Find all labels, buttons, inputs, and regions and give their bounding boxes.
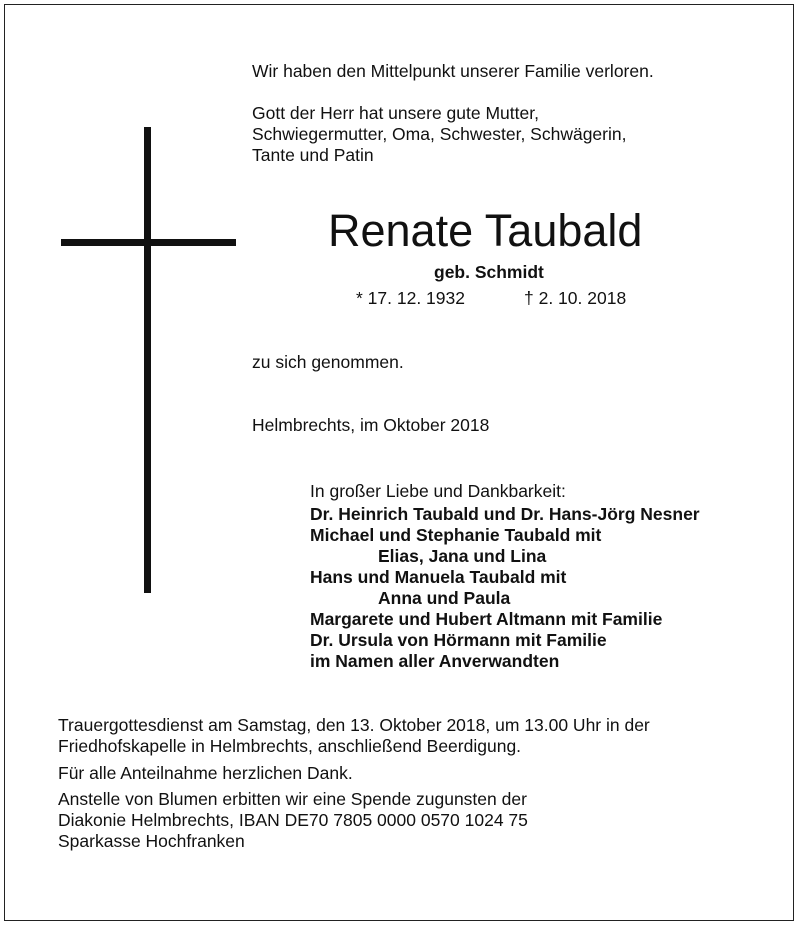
deceased-name: Renate Taubald: [328, 205, 643, 256]
intro-line-3: Schwiegermutter, Oma, Schwester, Schwägerin,: [252, 124, 627, 144]
mourner-line: Michael und Stephanie Taubald mit: [310, 525, 602, 545]
mourner-line: Elias, Jana und Lina: [378, 546, 547, 566]
mourners-heading: In großer Liebe und Dankbarkeit:: [310, 481, 566, 501]
donation-line-2: Diakonie Helmbrechts, IBAN DE70 7805 0000 0570 1024 75: [58, 810, 528, 830]
thanks-line: Für alle Anteilnahme herzlichen Dank.: [58, 763, 353, 783]
mourner-line: Hans und Manuela Taubald mit: [310, 567, 567, 587]
death-date: † 2. 10. 2018: [524, 288, 627, 308]
donation-line-3: Sparkasse Hochfranken: [58, 831, 245, 851]
place-date: Helmbrechts, im Oktober 2018: [252, 415, 490, 435]
mourner-line: im Namen aller Anverwandten: [310, 651, 560, 671]
intro-line-2: Gott der Herr hat unsere gute Mutter,: [252, 103, 539, 123]
service-line-1: Trauergottesdienst am Samstag, den 13. Oktober 2018, um 13.00 Uhr in der: [58, 715, 650, 735]
service-line-2: Friedhofskapelle in Helmbrechts, anschließend Beerdigung.: [58, 736, 522, 756]
birth-name: geb. Schmidt: [434, 262, 544, 282]
mourner-line: Anna und Paula: [378, 588, 511, 608]
mourner-line: Dr. Ursula von Hörmann mit Familie: [310, 630, 607, 650]
mourner-line: Margarete und Hubert Altmann mit Familie: [310, 609, 663, 629]
donation-line-1: Anstelle von Blumen erbitten wir eine Spende zugunsten der: [58, 789, 527, 809]
mourner-line: Dr. Heinrich Taubald und Dr. Hans-Jörg Nesner: [310, 504, 700, 524]
taken-text: zu sich genommen.: [252, 352, 404, 372]
cross-horizontal-bar: [61, 239, 236, 246]
intro-line-1: Wir haben den Mittelpunkt unserer Familie verloren.: [252, 61, 654, 81]
cross-vertical-bar: [144, 127, 151, 593]
intro-line-4: Tante und Patin: [252, 145, 374, 165]
birth-date: * 17. 12. 1932: [356, 288, 465, 308]
